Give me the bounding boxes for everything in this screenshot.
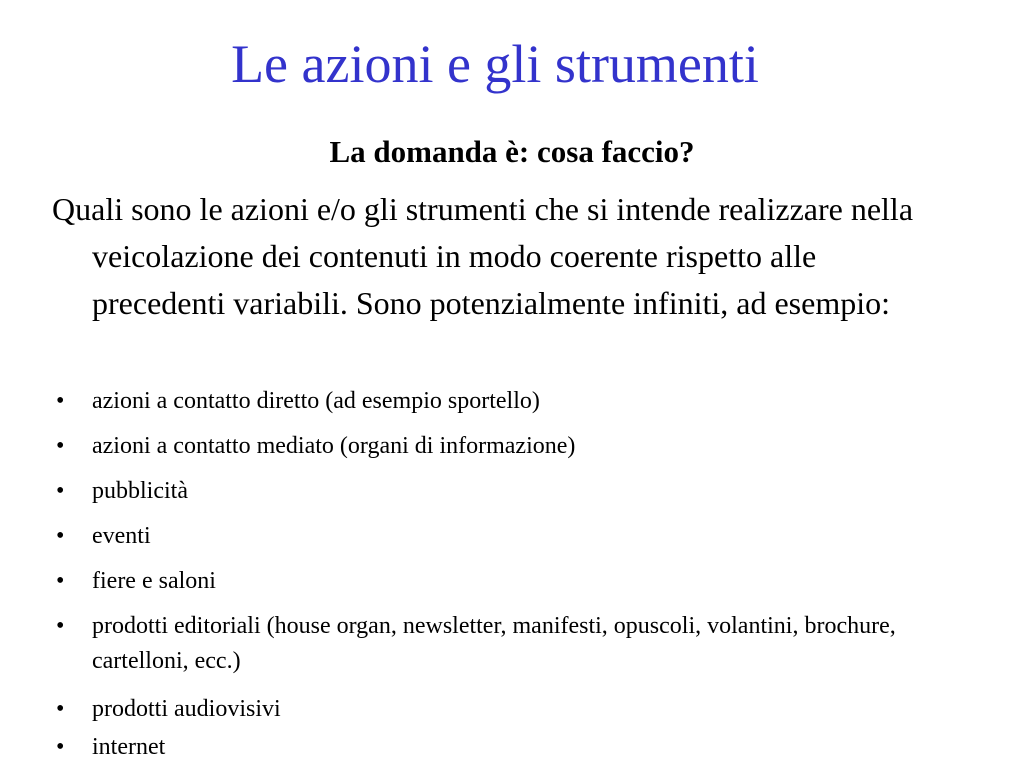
bullet-icon: • bbox=[56, 433, 65, 459]
list-item bbox=[56, 692, 926, 727]
bullet-icon: • bbox=[56, 734, 65, 760]
list-item bbox=[56, 429, 926, 464]
list-item bbox=[56, 519, 926, 554]
bullet-text: pubblicità bbox=[92, 478, 188, 504]
list-item bbox=[56, 730, 926, 765]
bullet-icon: • bbox=[56, 478, 65, 504]
list-item bbox=[56, 474, 926, 509]
list-item bbox=[56, 609, 926, 679]
bullet-text: prodotti editoriali (house organ, newsletter, manifesti, opuscoli, volantini, brochure, cartelloni, ecc.) bbox=[92, 613, 896, 674]
bullet-text: azioni a contatto mediato (organi di informazione) bbox=[92, 433, 576, 459]
bullet-text: prodotti audiovisivi bbox=[92, 696, 281, 722]
bullet-icon: • bbox=[56, 523, 65, 549]
list-item bbox=[56, 384, 926, 419]
bullet-text: eventi bbox=[92, 523, 151, 549]
list-item bbox=[56, 564, 926, 599]
bullet-icon: • bbox=[56, 696, 65, 722]
bullet-icon: • bbox=[56, 568, 65, 594]
slide-subtitle: La domanda è: cosa faccio? bbox=[329, 134, 695, 169]
bullet-icon: • bbox=[56, 388, 65, 414]
intro-paragraph: Quali sono le azioni e/o gli strumenti che si intende realizzare nella veicolazione dei contenuti in modo coerente rispetto alle precedenti variabili. Sono potenzialmente infiniti, ad esempio: bbox=[52, 191, 914, 321]
slide-title: Le azioni e gli strumenti bbox=[231, 34, 759, 94]
bullet-text: azioni a contatto diretto (ad esempio sportello) bbox=[92, 388, 540, 414]
bullet-text: fiere e saloni bbox=[92, 568, 216, 594]
bullet-icon: • bbox=[56, 613, 65, 639]
bullet-text: internet bbox=[92, 734, 166, 760]
